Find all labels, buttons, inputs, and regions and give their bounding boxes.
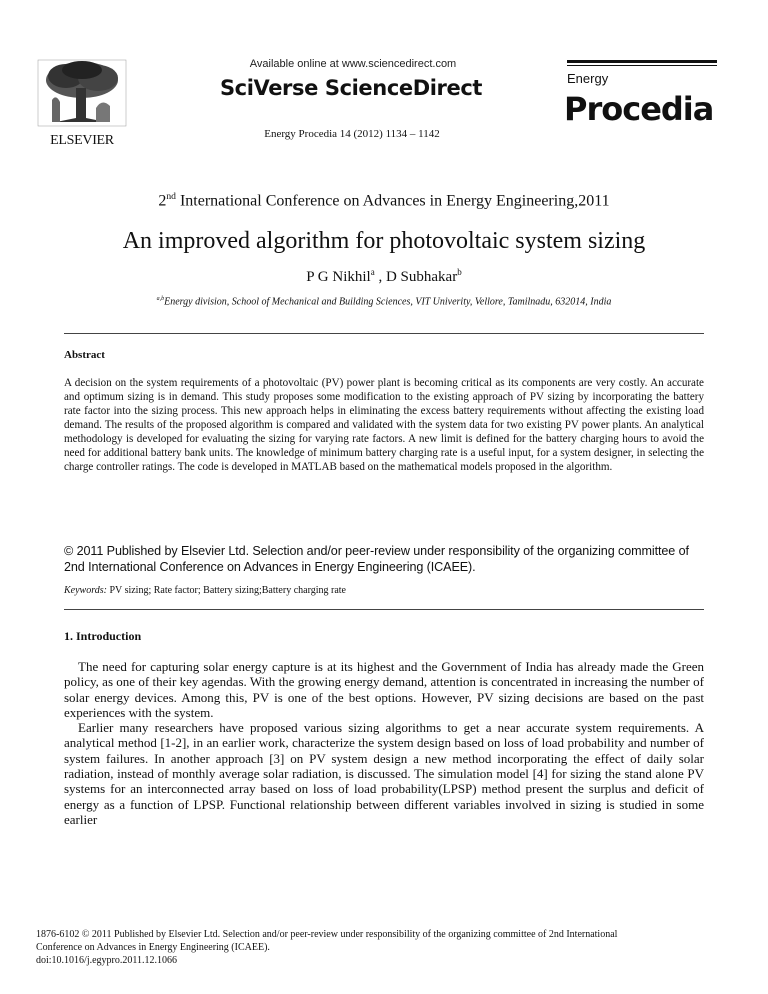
journal-reference: Energy Procedia 14 (2012) 1134 – 1142 [264,128,440,140]
journal-logo-energy: Energy [567,71,609,86]
divider-top [64,333,704,334]
footer-doi[interactable]: doi:10.1016/j.egypro.2011.12.1066 [36,955,178,966]
journal-logo-procedia: Procedia [564,90,714,128]
abstract-heading: Abstract [64,349,105,361]
publisher-name: ELSEVIER [50,133,114,148]
footer-conference-line: Conference on Advances in Energy Engineering (ICAEE). [36,942,270,953]
affiliation: $^{a,b}$Energy division, School of Mechanical and Building Sciences, VIT Univerity, Vellore, Tamilnadu, 632014, India [156,296,612,308]
elsevier-logo [36,58,128,148]
sciverse-sciencedirect-logo: SciVerse ScienceDirect [219,76,483,100]
keywords-label: Keywords: [64,585,107,596]
author-list: P G Nikhil$^a$ , D Subhakar$^b$ [306,267,462,285]
footer [36,928,736,967]
section-heading-introduction: 1. Introduction [64,629,142,643]
intro-paragraph-2: Earlier many researchers have proposed various sizing algorithms to get a near accurate system requirements. A analytical method [1-2], in an earlier work, characterize the system design based on loss of load probability and number of system failures. In another approach [3] on PV system design a new method incorporating the effect of daily solar radiation, instead of monthly average solar radiation, is discussed. The simulation model [4] for sizing the stand alone PV systems for an interconnected array based on loss of load probability(LPSP) method present the surplus and deficit of energy as a function of LPSP. Functional relationship between different variables involved in sizing is studied in some earlier [64,720,704,827]
copyright-notice: © 2011 Published by Elsevier Ltd. Selection and/or peer-review under responsibility of the organizing committee of 2nd International Conference on Advances in Energy Engineering (ICAEE). [64,544,689,574]
paper-title: An improved algorithm for photovoltaic system sizing [122,228,646,254]
divider-bottom [64,609,704,610]
elsevier-tree-icon [36,58,128,128]
journal-logo-rules [567,60,717,66]
author-1: P G Nikhil [306,269,371,285]
intro-paragraph-1: The need for capturing solar energy capture is at its highest and the Government of India has already made the Green policy, as one of their key agendas. With the growing energy demand, attention is concentrated in increasing the number of solar energy devices. Among this, PV is one of the best options. However, PV sizing decisions are based on the past experiences with the system. [64,659,704,720]
available-online-text: Available online at www.sciencedirect.com [249,58,457,70]
abstract-body: A decision on the system requirements of a photovoltaic (PV) power plant is becoming critical as its components are very costly. An accurate and optimum sizing is in demand. This study proposes some modification to the existing approach of PV sizing by incorporating the battery rate factor into the sizing process. This new approach helps in eliminating the excess battery requirements without affecting the existing load demand. The results of the proposed algorithm is compared and validated with the system data for two existing PV power plants. An analytical methodology is developed for evaluating the sizing for varying rate factors. A new limit is defined for the battery charging hours to avoid the need for additional battery bank units. The knowledge of minimum battery charging rate is a useful input, for a system designer, in selecting the charge controller ratings. The code is developed in MATLAB based on the mathematical models proposed in the algorithm. [64,377,704,473]
keywords [64,585,704,596]
conference-name: 2nd International Conference on Advances in Energy Engineering,2011 [158,191,610,210]
author-2: D Subhakar [385,269,458,285]
introduction-body [64,659,704,827]
keywords-text: PV sizing; Rate factor; Battery sizing;Battery charging rate [106,585,346,596]
footer-issn-line: 1876-6102 © 2011 Published by Elsevier Ltd. Selection and/or peer-review under responsibility of the organizing committee of 2nd International [36,929,618,940]
